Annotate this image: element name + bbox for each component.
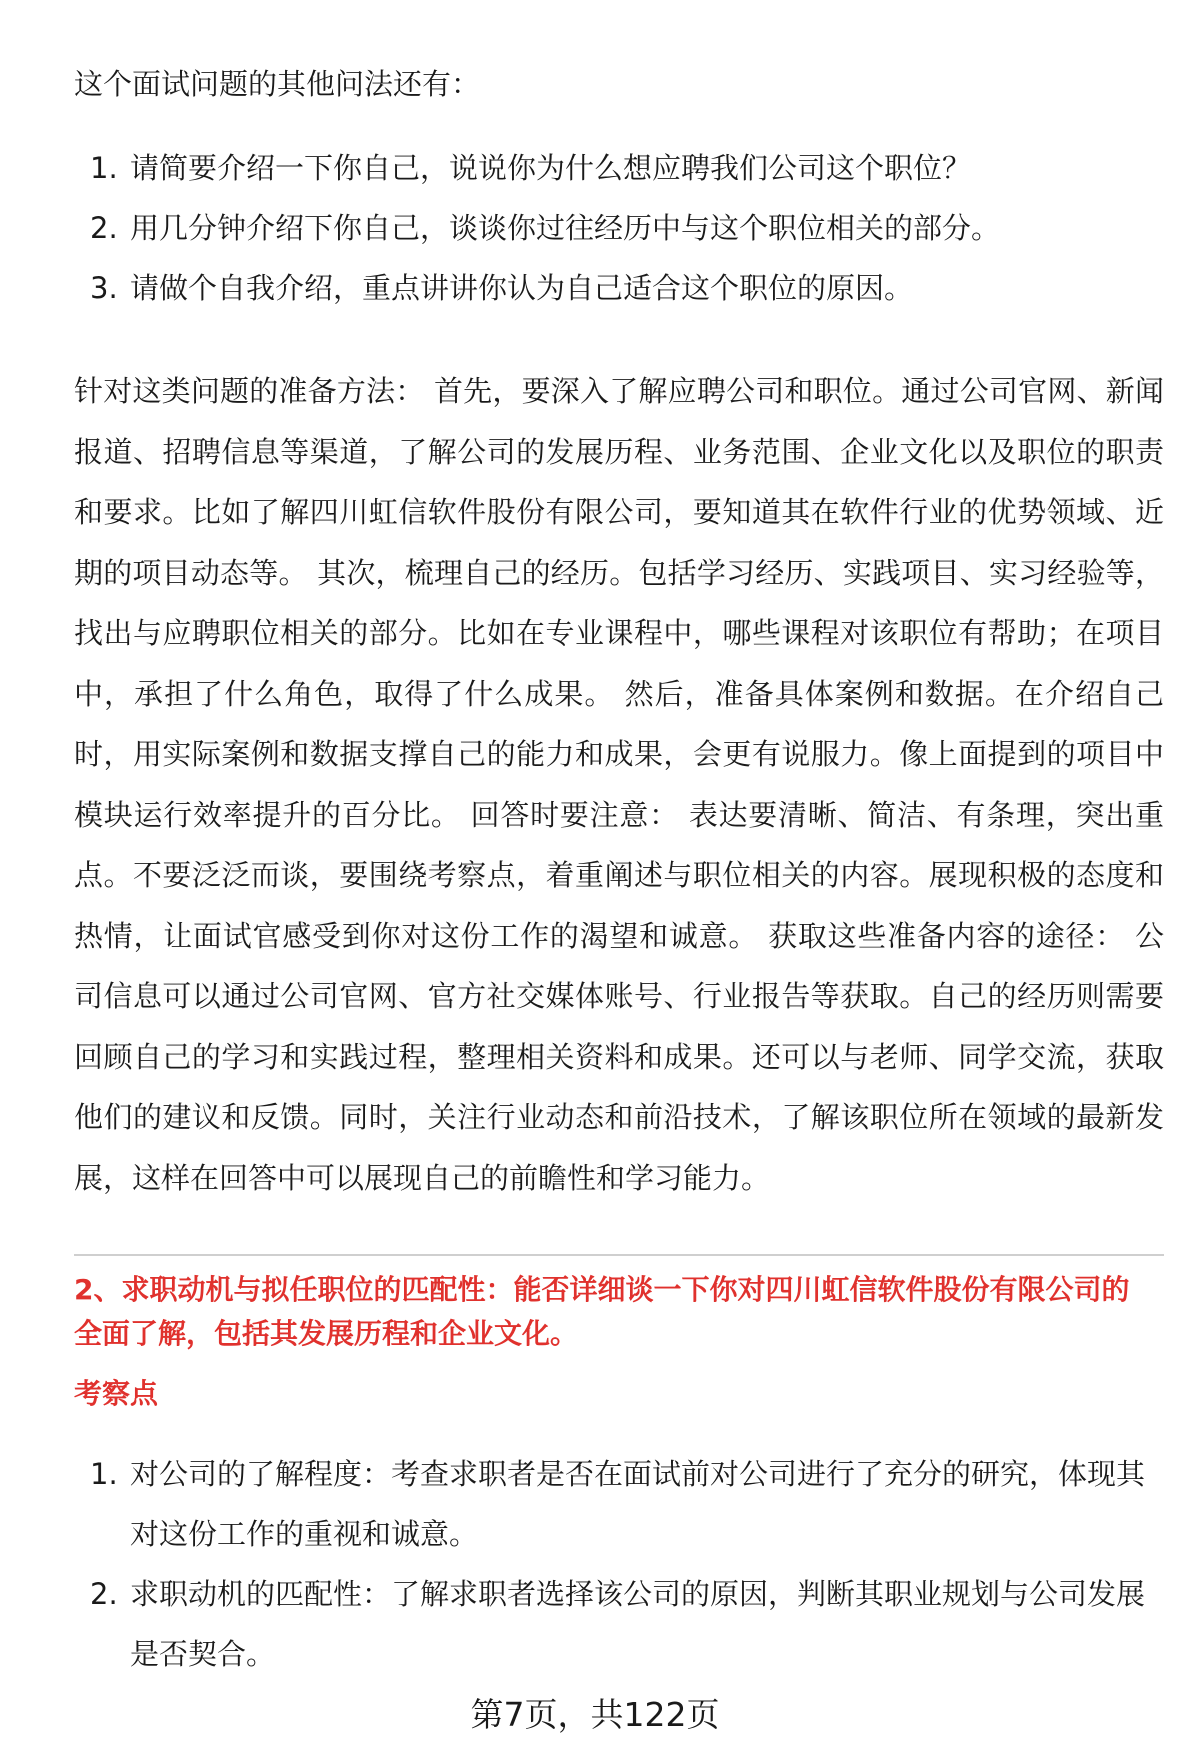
list-item-text: 请做个自我介绍，重点讲讲你认为自己适合这个职位的原因。 — [130, 271, 914, 305]
question-heading: 2、求职动机与拟任职位的匹配性：能否详细谈一下你对四川虹信软件股份有限公司的全面了解，包括其发展历程和企业文化。 — [74, 1273, 1130, 1350]
list-number: 2. — [90, 211, 118, 245]
section-label: 考察点 — [74, 1377, 159, 1410]
list-item-text: 用几分钟介绍下你自己，谈谈你过往经历中与这个职位相关的部分。 — [130, 211, 1001, 245]
list-number: 1. — [90, 1457, 118, 1491]
section-divider — [74, 1254, 1164, 1256]
list-item — [74, 146, 1154, 190]
list-item — [74, 266, 1154, 310]
list-item — [74, 1564, 1154, 1684]
assessment-points-list — [74, 1444, 1154, 1684]
list-number: 3. — [90, 271, 118, 305]
page-footer: 第7页，共122页 — [470, 1695, 720, 1734]
list-number: 1. — [90, 151, 118, 185]
list-number: 2. — [90, 1577, 118, 1611]
list-item-text: 求职动机的匹配性：了解求职者选择该公司的原因，判断其职业规划与公司发展是否契合。 — [130, 1577, 1146, 1671]
list-item-text: 请简要介绍一下你自己，说说你为什么想应聘我们公司这个职位？ — [130, 151, 972, 185]
list-item-text: 对公司的了解程度：考查求职者是否在面试前对公司进行了充分的研究，体现其对这份工作的重视和诚意。 — [130, 1457, 1146, 1551]
intro-text: 这个面试问题的其他问法还有： — [74, 67, 481, 101]
alternative-questions-list — [74, 146, 1154, 326]
preparation-paragraph: 针对这类问题的准备方法： 首先，要深入了解应聘公司和职位。通过公司官网、新闻报道、招聘信息等渠道，了解公司的发展历程、业务范围、企业文化以及职位的职责和要求。比如了解四川虹信软件股份有限公司，要知道其在软件行业的优势领域、近期的项目动态等。 其次，梳理自己的经历。包括学习经历、实践项目、实习经验等，找出与应聘职位相关的部分。比如在专业课程中，哪些课程对该职位有帮助；在项目中，承担了什么角色，取得了什么成果。 然后，准备具体案例和数据。在介绍自己时，用实际案例和数据支撑自己的能力和成果，会更有说服力。像上面提到的项目中模块运行效率提升的百分比。 回答时要注意： 表达要清晰、简洁、有条理，突出重点。不要泛泛而谈，要围绕考察点，着重阐述与职位相关的内容。展现积极的态度和热情，让面试官感受到你对这份工作的渴望和诚意。 获取这些准备内容的途径： 公司信息可以通过公司官网、官方社交媒体账号、行业报告等获取。自己的经历则需要回顾自己的学习和实践过程，整理相关资料和成果。还可以与老师、同学交流，获取他们的建议和反馈。同时，关注行业动态和前沿技术，了解该职位所在领域的最新发展，这样在回答中可以展现自己的前瞻性和学习能力。 — [74, 374, 1164, 1195]
list-item — [74, 206, 1154, 250]
list-item — [74, 1444, 1154, 1564]
